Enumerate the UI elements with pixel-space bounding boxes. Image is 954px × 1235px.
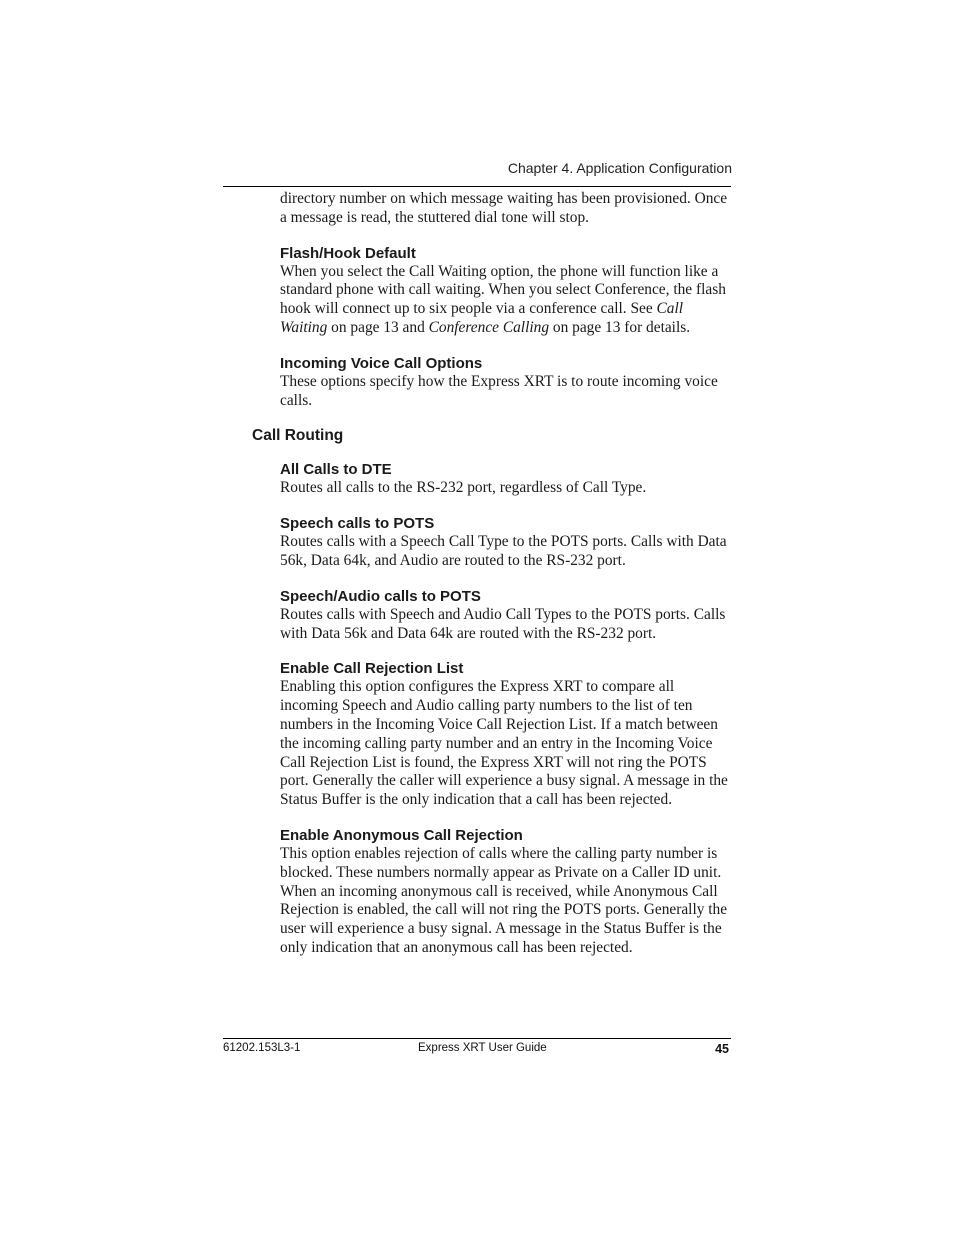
page-body <box>252 190 732 958</box>
all-calls-dte-heading: All Calls to DTE <box>280 461 392 479</box>
call-rejection-list-paragraph: Enabling this option configures the Express XRT to compare all incoming Speech and Audio calling party numbers to the list of ten numbers in the Incoming Voice Call Rejection List. If a match between the incoming calling party number and an entry in the Incoming Voice Call Rejection List is found, the Express XRT will not ring the POTS port. Generally the caller will experience a busy signal. A message in the Status Buffer is the only indication that a call has been rejected. <box>280 678 728 809</box>
speech-audio-pots-heading: Speech/Audio calls to POTS <box>280 587 481 605</box>
anonymous-rejection-paragraph: This option enables rejection of calls where the calling party number is blocked. These numbers normally appear as Private on a Caller ID unit. When an incoming anonymous call is received, while Anonymous Call Rejection is enabled, the call will not ring the POTS ports. Generally the user will experience a busy signal. A message in the Status Buffer is the only indication that an anonymous call has been rejected. <box>280 844 728 956</box>
footer-doc-number: 61202.153L3-1 <box>223 1042 301 1054</box>
conference-calling-reference: Conference Calling <box>428 318 550 336</box>
anonymous-rejection-heading: Enable Anonymous Call Rejection <box>280 826 523 844</box>
call-waiting-reference: Call Waiting <box>280 300 684 336</box>
intro-paragraph: directory number on which message waiting has been provisioned. Once a message is read, the stuttered dial tone will stop. <box>280 190 728 226</box>
footer-page-number: 45 <box>715 1042 729 1056</box>
flash-hook-heading: Flash/Hook Default <box>280 244 416 262</box>
all-calls-dte-paragraph: Routes all calls to the RS-232 port, regardless of Call Type. <box>280 479 647 497</box>
call-rejection-list-heading: Enable Call Rejection List <box>280 660 464 678</box>
footer-rule <box>223 1038 731 1039</box>
flash-hook-paragraph: When you select the Call Waiting option, the phone will function like a standard phone with call waiting. When you select Conference, the flash hook will connect up to six people via a conference call. See Call Waiting on page 13 and Conference Calling on page 13 for details. <box>280 262 726 336</box>
header-rule <box>223 186 731 187</box>
incoming-voice-paragraph: These options specify how the Express XRT is to route incoming voice calls. <box>280 372 718 409</box>
incoming-voice-heading: Incoming Voice Call Options <box>280 354 483 372</box>
running-head-chapter: Chapter 4. Application Configuration <box>507 160 732 176</box>
speech-audio-pots-paragraph: Routes calls with Speech and Audio Call Types to the POTS ports. Calls with Data 56k and Data 64k are routed with the RS-232 port. <box>280 605 726 642</box>
speech-pots-heading: Speech calls to POTS <box>280 515 435 533</box>
footer-guide-title: Express XRT User Guide <box>418 1042 547 1054</box>
speech-pots-paragraph: Routes calls with a Speech Call Type to the POTS ports. Calls with Data 56k, Data 64k, and Audio are routed to the RS-232 port. <box>280 533 727 569</box>
call-routing-heading: Call Routing <box>252 427 344 445</box>
